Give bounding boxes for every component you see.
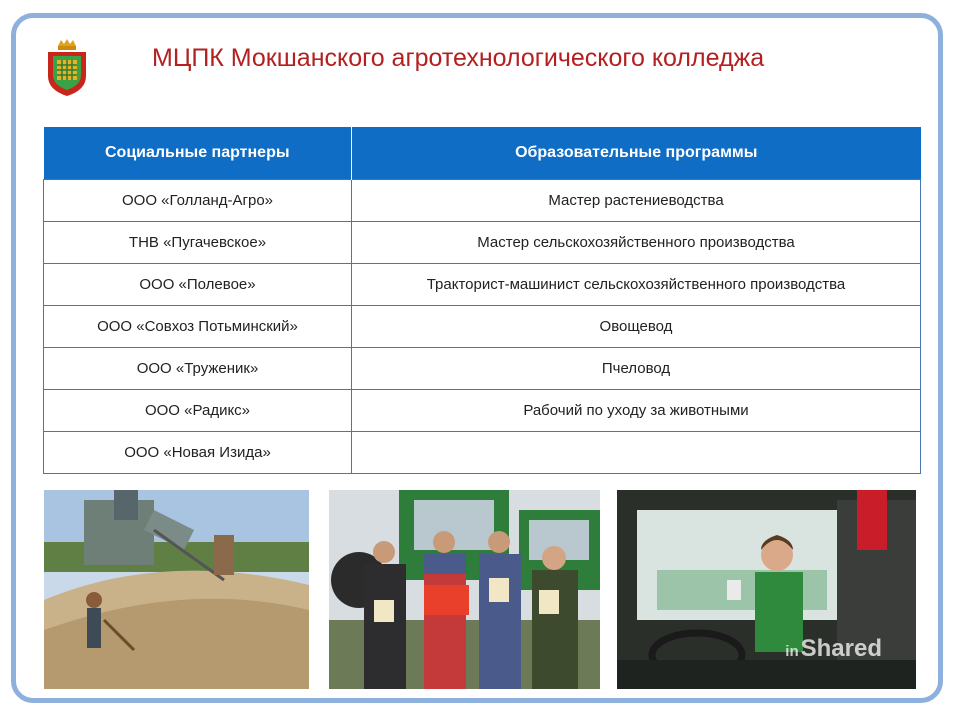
table-row [44, 306, 921, 348]
column-header-partners: Социальные партнеры [44, 127, 352, 180]
partner-cell: ООО «Полевое» [44, 264, 352, 306]
program-cell: Мастер растениеводства [352, 180, 921, 222]
photo-tractor-competition [329, 490, 600, 689]
program-cell: Мастер сельскохозяйственного производства [352, 222, 921, 264]
partner-cell: ООО «Радикс» [44, 390, 352, 432]
photo-grain-harvest [44, 490, 309, 689]
column-header-programs: Образовательные программы [352, 127, 921, 180]
table-row [44, 432, 921, 474]
table-row [44, 264, 921, 306]
table-row [44, 390, 921, 432]
page-title: МЦПК Мокшанского агротехнологического колледжа [152, 44, 765, 72]
program-cell: Тракторист-машинист сельскохозяйственного производства [352, 264, 921, 306]
program-cell [352, 432, 921, 474]
program-cell: Пчеловод [352, 348, 921, 390]
table-row [44, 180, 921, 222]
watermark: inShared [785, 635, 882, 662]
table-header-row [44, 127, 921, 180]
partner-cell: ООО «Голланд-Агро» [44, 180, 352, 222]
table-row [44, 348, 921, 390]
table-row [44, 222, 921, 264]
partner-cell: ООО «Совхоз Потьминский» [44, 306, 352, 348]
partners-table [43, 127, 921, 474]
partner-cell: ООО «Новая Изида» [44, 432, 352, 474]
photo-combine-operator [617, 490, 916, 689]
coat-of-arms-icon [44, 38, 90, 98]
partner-cell: ТНВ «Пугачевское» [44, 222, 352, 264]
program-cell: Рабочий по уходу за животными [352, 390, 921, 432]
program-cell: Овощевод [352, 306, 921, 348]
partner-cell: ООО «Труженик» [44, 348, 352, 390]
